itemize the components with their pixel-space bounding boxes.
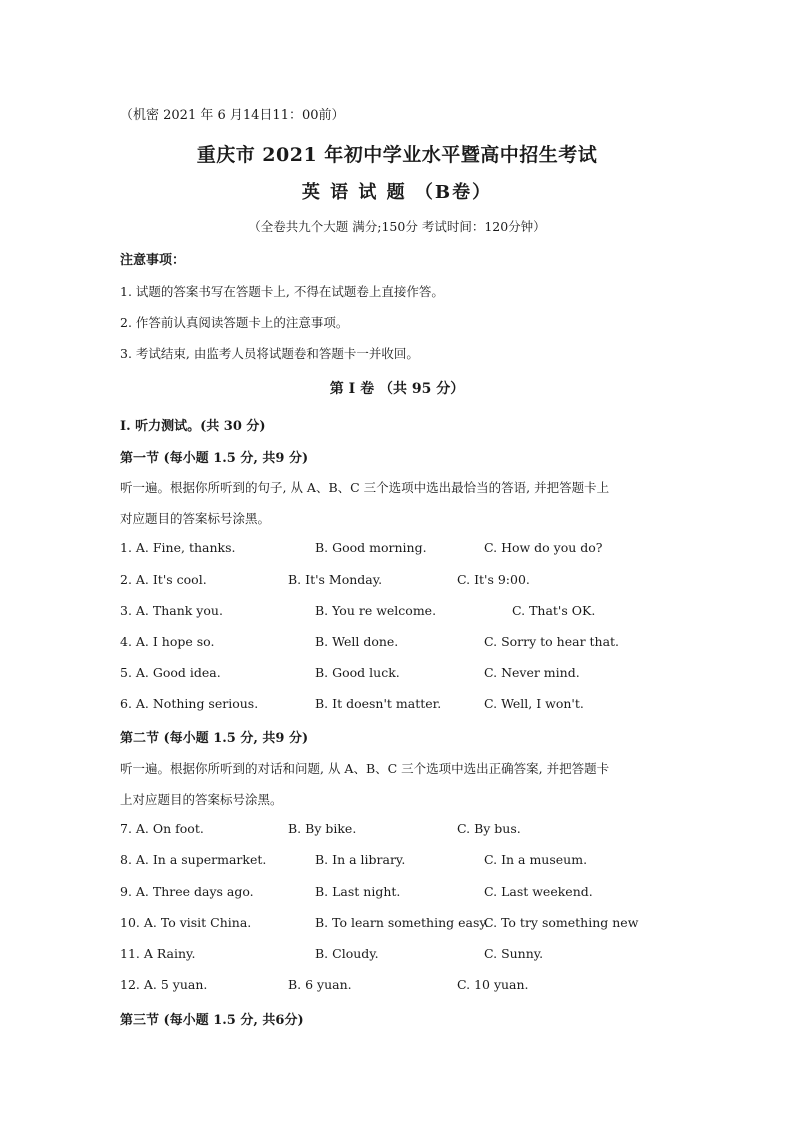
question-option-a: 9. A. Three days ago. <box>120 884 254 899</box>
exam-title: 重庆市 2021 年初中学业水平暨高中招生考试 <box>196 144 598 166</box>
question-option-c: C. Well, I won't. <box>484 696 584 711</box>
question-option-a: 8. A. In a supermarket. <box>120 852 267 867</box>
question-option-c: C. By bus. <box>457 821 521 836</box>
question-option-c: C. 10 yuan. <box>457 977 529 992</box>
question-option-b: B. To learn something easy. <box>315 915 489 930</box>
question-option-a: 1. A. Fine, thanks. <box>120 540 236 555</box>
part-heading: 第 I 卷 （共 95 分） <box>329 381 465 397</box>
subsection-heading: 第二节 (每小题 1.5 分, 共9 分) <box>120 731 309 746</box>
question-option-c: C. Sorry to hear that. <box>484 634 620 649</box>
question-option-c: C. To try something new <box>484 915 639 930</box>
exam-info: （全卷共九个大题 满分;150分 考试时间：120分钟） <box>248 219 546 234</box>
question-option-c: C. How do you do? <box>484 540 603 555</box>
question-option-a: 7. A. On foot. <box>120 821 204 836</box>
question-option-a: 5. A. Good idea. <box>120 665 221 680</box>
question-option-c: C. It's 9:00. <box>457 572 530 587</box>
confidential-note: （机密 2021 年 6 月14日11：00前） <box>120 108 345 123</box>
question-option-b: B. It doesn't matter. <box>315 696 442 711</box>
instruction-text: 上对应题目的答案标号涂黑。 <box>120 792 283 807</box>
question-option-c: C. That's OK. <box>512 603 596 618</box>
question-option-b: B. Cloudy. <box>315 946 379 961</box>
question-option-c: C. Last weekend. <box>484 884 593 899</box>
question-option-b: B. By bike. <box>288 821 357 836</box>
note-item: 2. 作答前认真阅读答题卡上的注意事项。 <box>120 315 349 330</box>
question-option-b: B. You re welcome. <box>315 603 437 618</box>
question-option-b: B. Good morning. <box>315 540 427 555</box>
question-option-a: 11. A Rainy. <box>120 946 196 961</box>
question-option-a: 12. A. 5 yuan. <box>120 977 208 992</box>
question-option-b: B. Well done. <box>315 634 399 649</box>
subsection-heading: 第一节 (每小题 1.5 分, 共9 分) <box>120 451 309 466</box>
question-option-a: 3. A. Thank you. <box>120 603 223 618</box>
subsection-heading: 第三节 (每小题 1.5 分, 共6分) <box>120 1013 304 1028</box>
note-item: 3. 考试结束, 由监考人员将试题卷和答题卡一并收回。 <box>120 346 419 361</box>
question-option-c: C. Sunny. <box>484 946 544 961</box>
question-option-b: B. It's Monday. <box>288 572 383 587</box>
question-option-a: 10. A. To visit China. <box>120 915 252 930</box>
instruction-text: 听一遍。根据你所听到的对话和问题, 从 A、B、C 三个选项中选出正确答案, 并把答题卡 <box>120 761 610 776</box>
question-option-b: B. Last night. <box>315 884 401 899</box>
note-item: 1. 试题的答案书写在答题卡上, 不得在试题卷上直接作答。 <box>120 284 444 299</box>
question-option-c: C. Never mind. <box>484 665 580 680</box>
notes-heading: 注意事项： <box>120 253 186 268</box>
question-option-a: 6. A. Nothing serious. <box>120 696 259 711</box>
question-option-c: C. In a museum. <box>484 852 588 867</box>
instruction-text: 对应题目的答案标号涂黑。 <box>120 511 271 526</box>
section-title: I. 听力测试。(共 30 分) <box>120 419 266 434</box>
question-option-a: 2. A. It's cool. <box>120 572 207 587</box>
question-option-b: B. 6 yuan. <box>288 977 352 992</box>
question-option-b: B. In a library. <box>315 852 406 867</box>
question-option-a: 4. A. I hope so. <box>120 634 215 649</box>
exam-subtitle: 英 语 试 题 （B卷） <box>301 182 493 203</box>
question-option-b: B. Good luck. <box>315 665 400 680</box>
instruction-text: 听一遍。根据你所听到的句子, 从 A、B、C 三个选项中选出最恰当的答语, 并把答题卡上 <box>120 480 610 495</box>
